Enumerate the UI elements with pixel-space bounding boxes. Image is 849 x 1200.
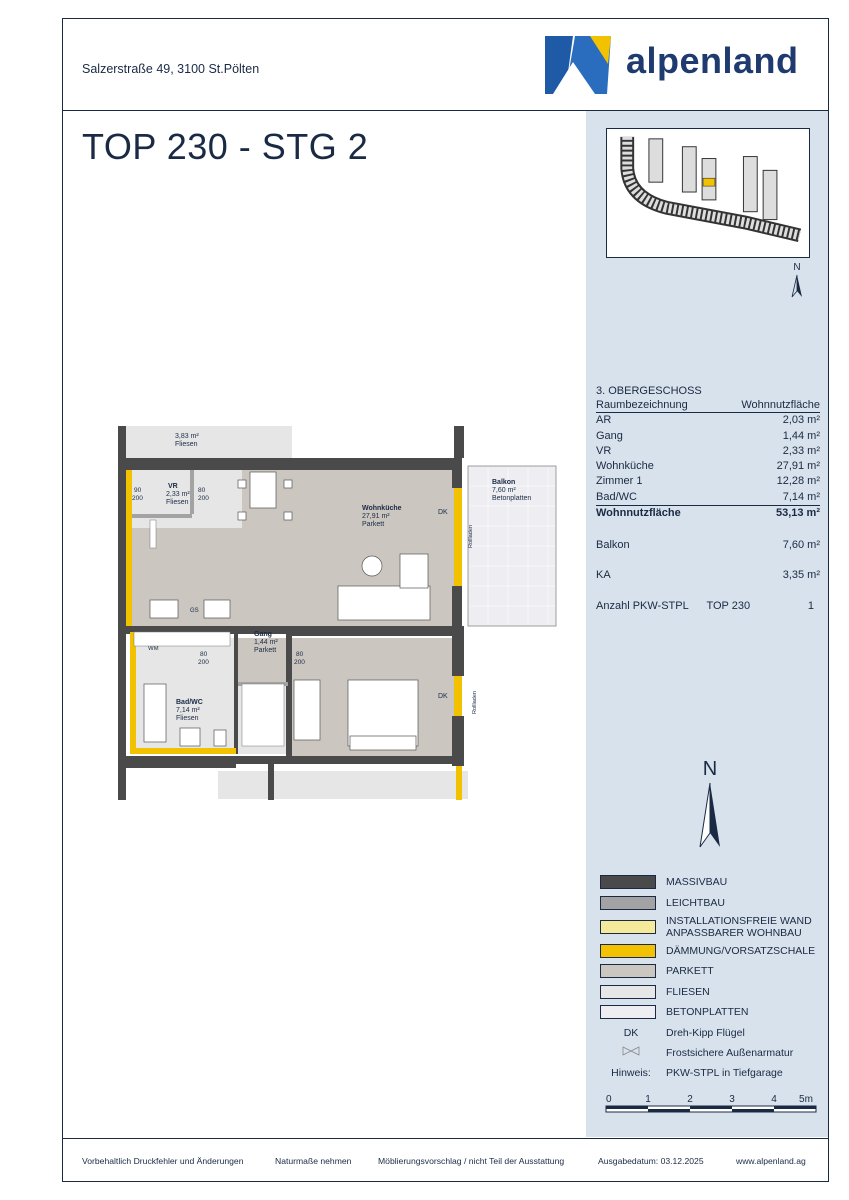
total-area: 53,13 m² (775, 507, 820, 520)
legend-note (600, 1022, 824, 1042)
ka-floor: Fliesen (175, 441, 198, 448)
swatch-betonplatten (600, 1005, 656, 1019)
footer-nature: Naturmaße nehmen (275, 1156, 352, 1166)
scale-tick-label: 1 (645, 1094, 651, 1105)
floor-label: 3. OBERGESCHOSS (596, 385, 702, 397)
room-name: VR (596, 444, 612, 457)
wk-name: Wohnküche (362, 505, 402, 512)
extra-name: KA (596, 569, 611, 582)
area-row (596, 429, 820, 444)
swatch-parkett (600, 964, 656, 978)
extra-row (596, 560, 820, 590)
legend-note-text: Frostsichere Außenarmatur (666, 1046, 794, 1059)
balkon-floor: Betonplatten (492, 495, 532, 502)
door-width-label: 80 (198, 487, 206, 494)
scale-tick-label: 4 (771, 1094, 777, 1105)
legend-item (600, 872, 824, 892)
gang-area: 1,44 m² (254, 639, 278, 646)
legend-item (600, 892, 824, 912)
legend-label: INSTALLATIONSFREIE WAND (666, 914, 812, 927)
area-total-row (596, 505, 820, 520)
bowtie-icon (600, 1046, 662, 1059)
rollladen-label: Rollladen (472, 691, 478, 714)
north-label: N (702, 758, 718, 780)
door-width-label: 80 (296, 651, 304, 658)
rollladen-label: Rollladen (468, 525, 474, 548)
wk-area: 27,91 m² (362, 513, 390, 520)
legend-note (600, 1043, 824, 1063)
room-area: 2,03 m² (782, 414, 820, 427)
room-name: Zimmer 1 (596, 475, 643, 488)
col-area: Wohnnutzfläche (741, 399, 820, 411)
parking-count: 1 (807, 600, 814, 613)
footer-date: Ausgabedatum: 03.12.2025 (598, 1156, 704, 1166)
room-name: Bad/WC (596, 490, 637, 503)
extra-row (596, 530, 820, 560)
swatch-leichtbau (600, 896, 656, 910)
scale-tick-label: 2 (687, 1094, 693, 1105)
legend-item (600, 1002, 824, 1022)
extra-area: 3,35 m² (782, 569, 820, 582)
bad-name: Bad/WC (176, 699, 203, 706)
gs-label: GS (190, 608, 199, 614)
swatch-massivbau (600, 875, 656, 889)
balkon-area: 7,60 m² (492, 487, 516, 494)
vr-name: VR (168, 483, 178, 490)
footer-furniture: Möblierungsvorschlag / nicht Teil der Ausstattung (378, 1156, 565, 1166)
room-area: 7,14 m² (782, 490, 820, 503)
parking-top: TOP 230 (706, 600, 751, 613)
area-table (596, 385, 820, 612)
legend-key: Hinweis: (611, 1067, 651, 1080)
door-height-label: 200 (198, 495, 209, 502)
gang-name: Gang (254, 631, 272, 638)
vr-area: 2,33 m² (166, 491, 190, 498)
legend-label: LEICHTBAU (666, 896, 725, 909)
dk-label: DK (438, 509, 448, 516)
legend-key: DK (623, 1026, 639, 1039)
door-height-label: 200 (198, 659, 209, 666)
legend-item (600, 961, 824, 981)
page-title: TOP 230 - STG 2 (82, 126, 369, 167)
address: Salzerstraße 49, 3100 St.Pölten (82, 62, 260, 76)
north-arrow-small-icon (790, 273, 804, 299)
gang-floor: Parkett (254, 647, 277, 654)
area-row (596, 490, 820, 505)
door-height-label: 200 (132, 495, 143, 502)
legend-label: DÄMMUNG/VORSATZSCHALE (666, 944, 816, 957)
scale-bar (606, 1092, 816, 1120)
door-width-label: 90 (134, 487, 142, 494)
room-name: Wohnküche (596, 460, 654, 473)
extra-name: Balkon (596, 539, 630, 552)
area-row (596, 459, 820, 474)
swatch-installationsfrei (600, 920, 656, 934)
room-area: 27,91 m² (776, 460, 820, 473)
room-name: AR (596, 414, 612, 427)
room-area: 1,44 m² (782, 429, 820, 442)
legend-item (600, 913, 824, 941)
floor-plan (118, 426, 532, 800)
room-area: 12,28 m² (776, 475, 820, 488)
col-room: Raumbezeichnung (596, 399, 688, 411)
room-name: Gang (596, 429, 623, 442)
bad-floor: Fliesen (176, 715, 199, 722)
dk-label: DK (438, 693, 448, 700)
legend-note (600, 1063, 824, 1083)
site-north-arrow (790, 262, 804, 302)
door-height-label: 200 (294, 659, 305, 666)
vr-floor: Fliesen (166, 499, 189, 506)
scale-tick-label: 0 (606, 1094, 612, 1105)
door-width-label: 80 (200, 651, 208, 658)
parking-row (596, 600, 820, 612)
room-area: 2,33 m² (782, 444, 820, 457)
area-row (596, 474, 820, 489)
legend-note-text: Dreh-Kipp Flügel (666, 1026, 745, 1039)
legend-item (600, 941, 824, 961)
legend-label: PARKETT (666, 965, 714, 978)
legend-note-text: PKW-STPL in Tiefgarage (666, 1067, 783, 1080)
site-plan (606, 128, 810, 258)
extra-area: 7,60 m² (782, 539, 820, 552)
scale-tick-label: 3 (729, 1094, 735, 1105)
total-label: Wohnnutzfläche (596, 507, 681, 520)
north-arrow (690, 758, 730, 862)
parking-label: Anzahl PKW-STPL (596, 600, 689, 613)
site-north-label: N (793, 262, 801, 273)
legend-label: MASSIVBAU (666, 876, 728, 889)
legend (600, 872, 824, 1084)
ka-area: 3,83 m² (175, 433, 199, 440)
legend-label: FLIESEN (666, 985, 710, 998)
area-row (596, 413, 820, 428)
footer-website[interactable]: www.alpenland.ag (736, 1156, 806, 1166)
logo-text: alpenland (626, 40, 799, 81)
footer-divider (62, 1138, 829, 1139)
legend-label: BETONPLATTEN (666, 1006, 749, 1019)
swatch-fliesen (600, 985, 656, 999)
footer-disclaimer: Vorbehaltlich Druckfehler und Änderungen (82, 1156, 244, 1166)
area-row (596, 444, 820, 459)
legend-item (600, 982, 824, 1002)
scale-tick-label: 5m (799, 1094, 813, 1105)
area-table-header (596, 398, 820, 413)
north-arrow-icon (690, 781, 730, 851)
swatch-daemmung (600, 944, 656, 958)
bad-area: 7,14 m² (176, 707, 200, 714)
legend-label-line2: ANPASSBARER WOHNBAU (666, 926, 802, 939)
wk-floor: Parkett (362, 521, 385, 528)
wm-label: WM (148, 646, 159, 652)
balkon-name: Balkon (492, 479, 516, 486)
